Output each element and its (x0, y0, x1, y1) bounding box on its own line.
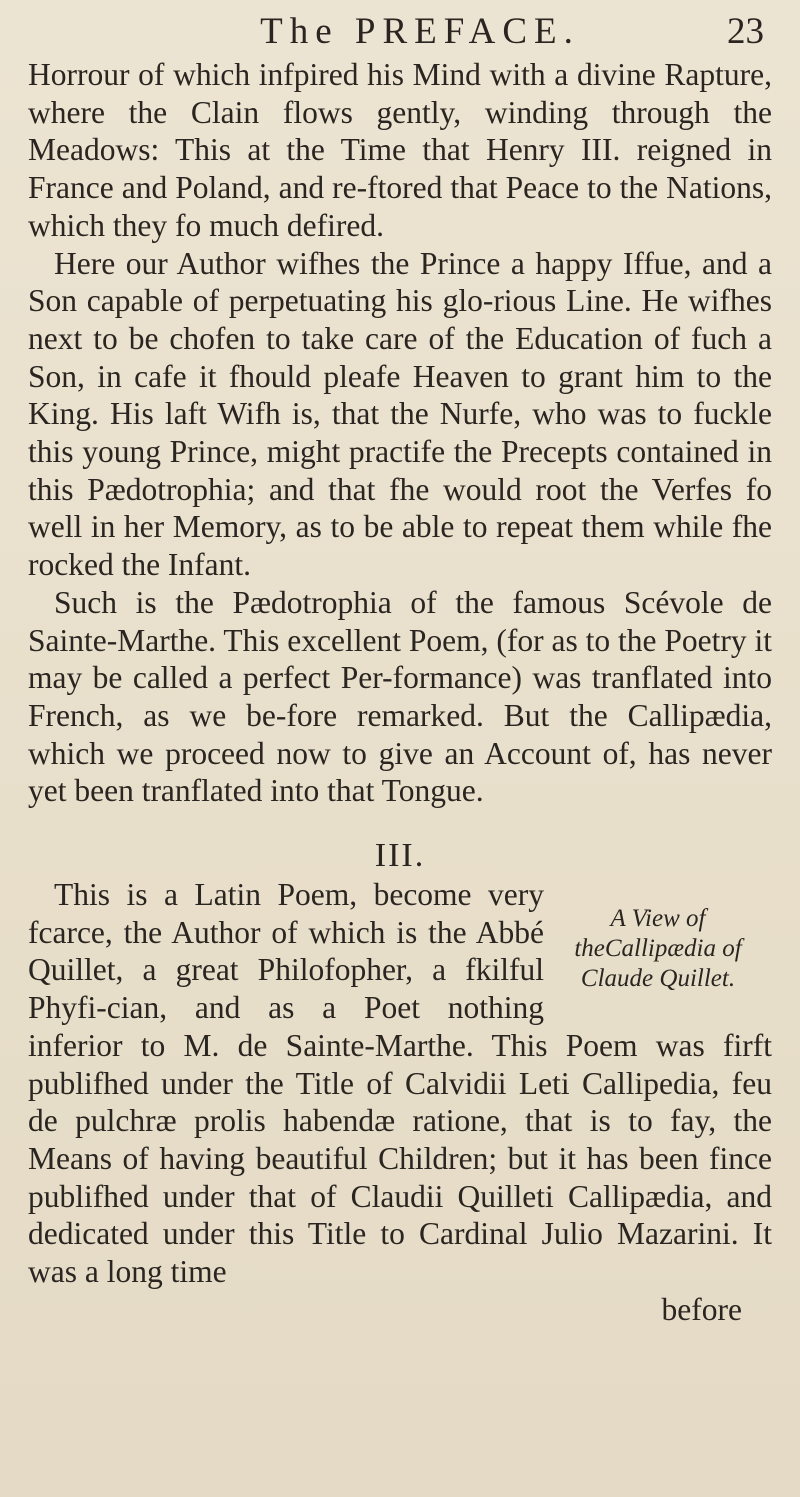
paragraph-1: Horrour of which infpired his Mind with a divine Rapture, where the Clain flows gently, winding through the Meadows: This at the Time that Henry III. reigned in France and Poland, and re-ftored that Peace to the Nations, which they fo much defired. (28, 57, 772, 243)
section-number: III. (374, 837, 426, 875)
marginal-note: A View of theCallipædia of Claude Quillet. (574, 905, 742, 993)
running-title: The PREFACE. (260, 11, 580, 52)
catchword: before (661, 1291, 742, 1327)
paragraph-4: This is a Latin Poem, become very fcarce, the Author of which is the Abbé Quillet, a great Philofopher, a fkilful Phyfi-cian, and as a Poet nothing inferior to M. de Sainte-Marthe. This Poem was firft publifhed under the Title of Calvidii Leti Callipedia, feu de pulchræ prolis habendæ ratione, that is to fay, the Means of having beautiful Children; but it has been fince publifhed under that of Claudii Quilleti Callipædia, and dedicated under this Title to Cardinal Julio Mazarini. It was a long time (28, 877, 772, 1290)
paragraph-3: Such is the Pædotrophia of the famous Scévole de Sainte-Marthe. This excellent Poem, (for as to the Poetry it may be called a perfect Per-formance) was tranflated into French, as we be-fore remarked. But the Callipædia, which we proceed now to give an Account of, has never yet been tranflated into that Tongue. (28, 584, 772, 809)
paragraph-2: Here our Author wifhes the Prince a happy Iffue, and a Son capable of perpetuating his glo-rious Line. He wifhes next to be chofen to take care of the Education of fuch a Son, in cafe it fhould pleafe Heaven to grant him to the King. His laft Wifh is, that the Nurfe, who was to fuckle this young Prince, might practife the Precepts contained in this Pædotrophia; and that fhe would root the Verfes fo well in her Memory, as to be able to repeat them while fhe rocked the Infant. (28, 245, 772, 583)
running-head (28, 8, 772, 56)
section-body (28, 876, 772, 1291)
page-number: 23 (727, 11, 764, 52)
